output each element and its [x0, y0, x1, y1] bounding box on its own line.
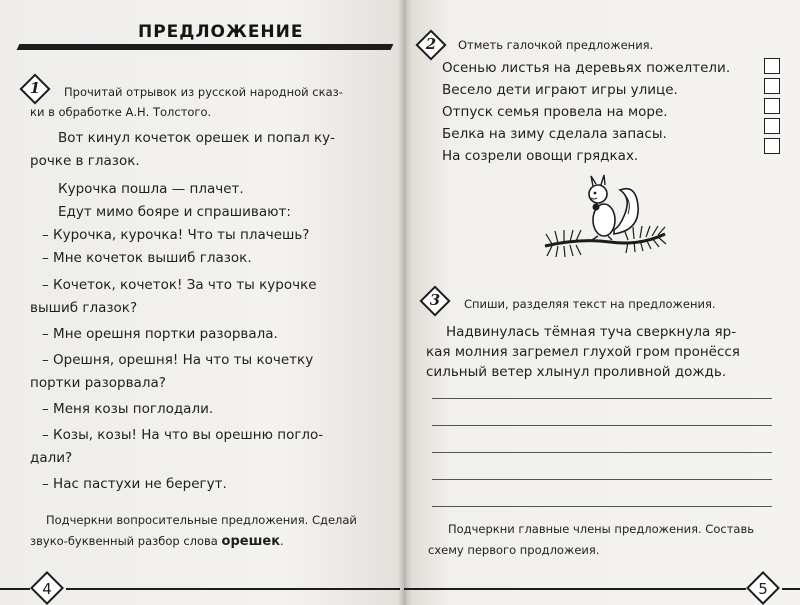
task-3-text-line: Надвинулась тёмная туча сверкнула яр- — [446, 324, 737, 340]
bold-word: орешек — [221, 534, 281, 549]
story-line: – Курочка, курочка! Что ты плачешь? — [42, 227, 310, 243]
task-1-number: 1 — [29, 79, 41, 97]
story-line: дали? — [30, 450, 73, 466]
sentence-checkbox[interactable] — [764, 118, 780, 134]
task-3-bottom-instruction-line-2: схему первого продложеия. — [428, 543, 600, 557]
task-1-badge — [20, 74, 50, 104]
squirrel-on-branch-illustration — [540, 160, 670, 275]
sentence-checkbox[interactable] — [764, 98, 780, 114]
task-3-text-line: кая молния загремел глухой гром пронёсся — [426, 344, 740, 360]
task-3-badge — [420, 286, 450, 316]
task-2-badge — [416, 30, 446, 60]
sentence-row: На созрели овощи грядках. — [442, 148, 639, 164]
page-number-right-value: 5 — [758, 580, 768, 598]
story-line: рочке в глазок. — [30, 153, 140, 169]
story-line: – Кочеток, кочеток! За что ты курочке — [42, 277, 317, 293]
story-line: Курочка пошла — плачет. — [58, 181, 244, 197]
story-line: – Мне кочеток вышиб глазок. — [42, 250, 252, 266]
task-1-instruction-line-1: Подчеркни вопросительные предложения. Сделай — [46, 513, 357, 527]
writing-line[interactable] — [432, 479, 772, 480]
bottom-rule-right-b — [782, 588, 800, 590]
story-line: вышиб глазок? — [30, 300, 138, 316]
sentence-checkbox[interactable] — [764, 78, 780, 94]
task-3-text-line: сильный ветер хлынул проливной дождь. — [426, 364, 727, 380]
writing-line[interactable] — [432, 425, 772, 426]
page-number-left — [28, 574, 68, 604]
task-1-intro-line-1: Прочитай отрывок из русской народной сказ- — [64, 85, 343, 99]
sentence-row: Белка на зиму сделала запасы. — [442, 126, 667, 142]
bottom-rule-left-b — [66, 588, 400, 590]
page-number-right — [744, 574, 784, 604]
instruction-suffix: . — [280, 534, 284, 548]
sentence-row: Весело дети играют игры улице. — [442, 82, 678, 98]
story-line: Вот кинул кочеток орешек и попал ку- — [58, 130, 336, 146]
writing-line[interactable] — [432, 452, 772, 453]
story-line: Едут мимо бояре и спрашивают: — [58, 204, 291, 220]
page-number-left-value: 4 — [42, 580, 52, 598]
writing-line[interactable] — [432, 398, 772, 399]
task-1-intro-line-2: ки в обработке А.Н. Толстого. — [30, 105, 212, 119]
bottom-rule-left-a — [0, 588, 30, 590]
writing-line[interactable] — [432, 506, 772, 507]
instruction-prefix: звуко-буквенный разбор слова — [30, 534, 222, 548]
book-spine — [398, 0, 412, 605]
sentence-checkbox[interactable] — [764, 58, 780, 74]
story-line: – Козы, козы! На что вы орешню погло- — [42, 427, 324, 443]
task-1-instruction-line-2 — [30, 531, 284, 552]
bottom-rule-right-a — [404, 588, 746, 590]
task-3-instruction: Спиши, разделяя текст на предложения. — [464, 297, 716, 311]
story-line: – Мне орешня портки разорвала. — [42, 326, 278, 342]
sentence-row: Отпуск семья провела на море. — [442, 104, 668, 120]
story-line: – Нас пастухи не берегут. — [42, 476, 227, 492]
page-title: ПРЕДЛОЖЕНИЕ — [138, 22, 304, 42]
story-line: – Меня козы поглодали. — [42, 401, 214, 417]
sentence-checkbox[interactable] — [764, 138, 780, 154]
header-rule — [17, 44, 394, 50]
task-2-number: 2 — [425, 35, 437, 53]
task-2-instruction: Отметь галочкой предложения. — [458, 38, 654, 52]
story-line: – Орешня, орешня! На что ты кочетку — [42, 352, 314, 368]
sentence-row: Осенью листья на деревьях пожелтели. — [442, 60, 731, 76]
task-3-bottom-instruction-line-1: Подчеркни главные члены предложения. Составь — [448, 522, 754, 536]
task-3-number: 3 — [429, 291, 441, 309]
story-line: портки разорвала? — [30, 375, 166, 391]
